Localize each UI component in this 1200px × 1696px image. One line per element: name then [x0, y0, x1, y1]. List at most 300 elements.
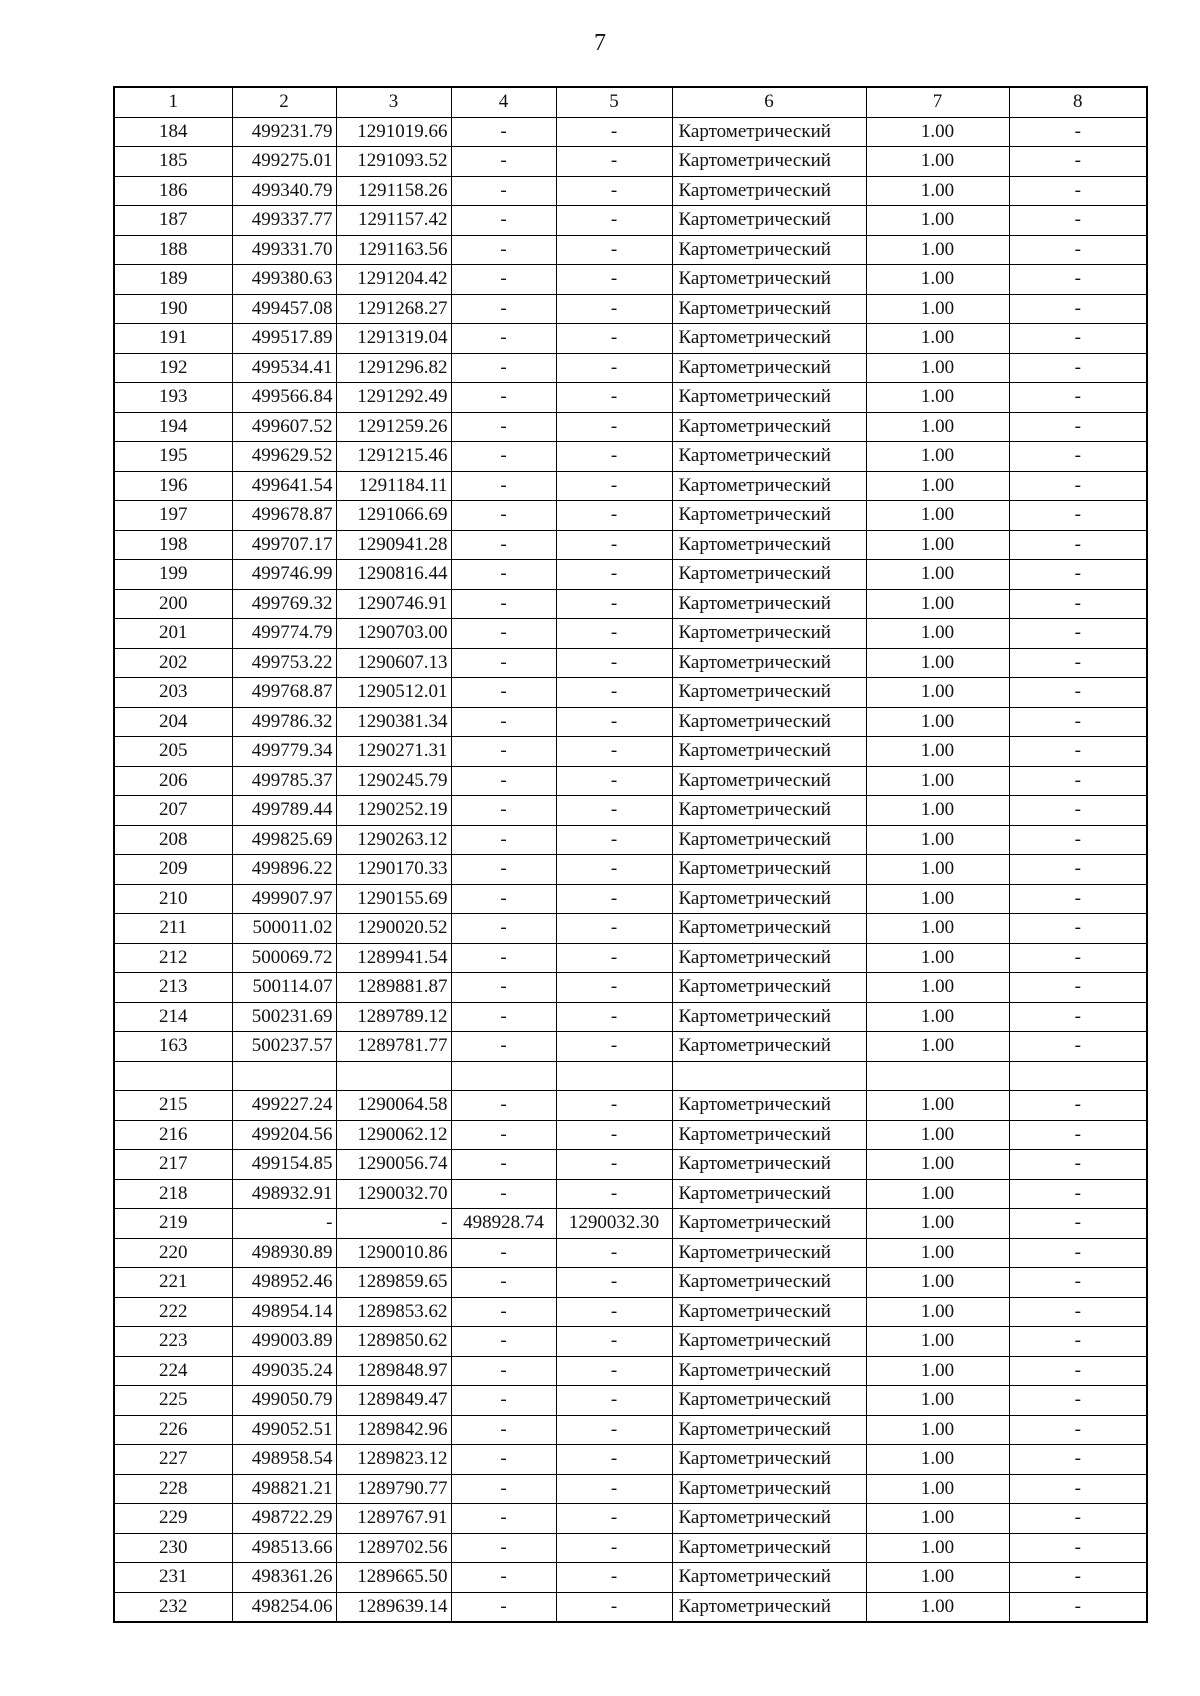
table-cell-col-8: - [1009, 1504, 1147, 1534]
table-cell-col-7: 1.00 [866, 1356, 1009, 1386]
table-cell-col-1: 217 [114, 1150, 232, 1180]
column-header-3: 3 [336, 87, 451, 117]
table-cell-col-7: 1.00 [866, 1297, 1009, 1327]
table-cell-col-7: 1.00 [866, 176, 1009, 206]
table-cell-col-3: 1291163.56 [336, 235, 451, 265]
table-cell-col-8: - [1009, 206, 1147, 236]
table-cell-col-1: 212 [114, 943, 232, 973]
table-cell-col-2: 499331.70 [232, 235, 336, 265]
table-cell-col-5: - [556, 117, 672, 147]
table-row [114, 1445, 1147, 1475]
table-cell-col-4: - [451, 766, 556, 796]
table-cell-col-4: - [451, 914, 556, 944]
table-row [114, 1327, 1147, 1357]
table-cell-col-1: 207 [114, 796, 232, 826]
table-cell-col-5: - [556, 737, 672, 767]
table-cell-col-3 [336, 1061, 451, 1091]
table-cell-col-7: 1.00 [866, 353, 1009, 383]
table-cell-col-8: - [1009, 796, 1147, 826]
table-cell-col-2: 499779.34 [232, 737, 336, 767]
table-cell-col-3: 1290155.69 [336, 884, 451, 914]
table-cell-col-4: - [451, 619, 556, 649]
table-cell-col-3: 1289639.14 [336, 1592, 451, 1622]
table-cell-col-6: Картометрический [672, 1297, 866, 1327]
table-row [114, 619, 1147, 649]
table-cell-col-7: 1.00 [866, 589, 1009, 619]
table-row [114, 825, 1147, 855]
table-cell-col-7: 1.00 [866, 501, 1009, 531]
table-cell-col-5: - [556, 1297, 672, 1327]
table-cell-col-7 [866, 1061, 1009, 1091]
table-cell-col-4: - [451, 1563, 556, 1593]
table-cell-col-1: 189 [114, 265, 232, 295]
table-cell-col-7: 1.00 [866, 1445, 1009, 1475]
table-cell-col-4: - [451, 1356, 556, 1386]
table-cell-col-7: 1.00 [866, 383, 1009, 413]
table-cell-col-6: Картометрический [672, 265, 866, 295]
table-cell-col-2: 499785.37 [232, 766, 336, 796]
table-cell-col-3: 1291204.42 [336, 265, 451, 295]
table-cell-col-8: - [1009, 884, 1147, 914]
column-header-7: 7 [866, 87, 1009, 117]
table-cell-col-8: - [1009, 1238, 1147, 1268]
table-row [114, 648, 1147, 678]
table-cell-col-7: 1.00 [866, 1327, 1009, 1357]
table-row [114, 678, 1147, 708]
table-cell-col-4: - [451, 206, 556, 236]
table-cell-col-3: 1289790.77 [336, 1474, 451, 1504]
table-cell-col-3: 1289850.62 [336, 1327, 451, 1357]
table-cell-col-2: 499746.99 [232, 560, 336, 590]
table-cell-col-2: 499517.89 [232, 324, 336, 354]
table-cell-col-8: - [1009, 412, 1147, 442]
table-cell-col-6: Картометрический [672, 796, 866, 826]
table-cell-col-8: - [1009, 648, 1147, 678]
table-cell-col-2: 500069.72 [232, 943, 336, 973]
table-cell-col-2: 498513.66 [232, 1533, 336, 1563]
column-header-1: 1 [114, 87, 232, 117]
table-cell-col-8: - [1009, 1445, 1147, 1475]
table-cell-col-4: - [451, 1592, 556, 1622]
table-row [114, 1179, 1147, 1209]
table-cell-col-4: - [451, 1150, 556, 1180]
table-cell-col-6: Картометрический [672, 442, 866, 472]
table-cell-col-7: 1.00 [866, 1150, 1009, 1180]
table-row [114, 560, 1147, 590]
table-cell-col-1: 198 [114, 530, 232, 560]
table-cell-col-3: 1289848.97 [336, 1356, 451, 1386]
column-header-8: 8 [1009, 87, 1147, 117]
table-row [114, 235, 1147, 265]
table-cell-col-1: 200 [114, 589, 232, 619]
table-row [114, 1268, 1147, 1298]
table-cell-col-8: - [1009, 176, 1147, 206]
table-cell-col-4: - [451, 1327, 556, 1357]
table-cell-col-5: - [556, 1415, 672, 1445]
table-cell-col-6: Картометрический [672, 1032, 866, 1062]
table-cell-col-2: 499050.79 [232, 1386, 336, 1416]
table-row [114, 1474, 1147, 1504]
table-cell-col-2: 499457.08 [232, 294, 336, 324]
table-cell-col-2: 500237.57 [232, 1032, 336, 1062]
table-cell-col-5: - [556, 1533, 672, 1563]
table-cell-col-5: - [556, 1386, 672, 1416]
table-cell-col-1: 184 [114, 117, 232, 147]
table-cell-col-8: - [1009, 707, 1147, 737]
table-row [114, 176, 1147, 206]
table-cell-col-5: - [556, 530, 672, 560]
table-cell-col-4: - [451, 265, 556, 295]
table-cell-col-5: - [556, 1032, 672, 1062]
table-cell-col-7: 1.00 [866, 855, 1009, 885]
table-cell-col-5: - [556, 1002, 672, 1032]
table-cell-col-6: Картометрический [672, 471, 866, 501]
table-cell-col-4: - [451, 884, 556, 914]
table-cell-col-4: - [451, 1297, 556, 1327]
table-cell-col-3: 1290816.44 [336, 560, 451, 590]
table-cell-col-8: - [1009, 353, 1147, 383]
table-cell-col-7: 1.00 [866, 1386, 1009, 1416]
table-row [114, 353, 1147, 383]
table-cell-col-5: - [556, 914, 672, 944]
table-cell-col-8: - [1009, 943, 1147, 973]
table-cell-col-1: 190 [114, 294, 232, 324]
coordinates-table [113, 86, 1148, 1623]
table-cell-col-7: 1.00 [866, 1268, 1009, 1298]
table-cell-col-5: - [556, 825, 672, 855]
table-cell-col-6: Картометрический [672, 1474, 866, 1504]
table-cell-col-3: 1290020.52 [336, 914, 451, 944]
table-cell-col-3: 1290746.91 [336, 589, 451, 619]
table-cell-col-3: 1289881.87 [336, 973, 451, 1003]
table-cell-col-2: 498952.46 [232, 1268, 336, 1298]
table-cell-col-6: Картометрический [672, 530, 866, 560]
table-cell-col-3: 1289702.56 [336, 1533, 451, 1563]
table-cell-col-5: - [556, 1327, 672, 1357]
table-cell-col-5: - [556, 1120, 672, 1150]
table-cell-col-1: 202 [114, 648, 232, 678]
table-cell-col-4: - [451, 1179, 556, 1209]
table-cell-col-2: 499753.22 [232, 648, 336, 678]
table-cell-col-2: 499154.85 [232, 1150, 336, 1180]
table-cell-col-6: Картометрический [672, 117, 866, 147]
table-cell-col-2: 498821.21 [232, 1474, 336, 1504]
table-cell-col-6: Картометрический [672, 294, 866, 324]
table-cell-col-5: - [556, 1268, 672, 1298]
table-cell-col-3: 1290512.01 [336, 678, 451, 708]
header-row [114, 87, 1147, 117]
table-cell-col-3: 1291292.49 [336, 383, 451, 413]
table-cell-col-6: Картометрический [672, 235, 866, 265]
table-cell-col-3: 1290032.70 [336, 1179, 451, 1209]
table-row [114, 1297, 1147, 1327]
table-cell-col-7: 1.00 [866, 1504, 1009, 1534]
table-cell-col-6: Картометрический [672, 353, 866, 383]
table-cell-col-3: 1290062.12 [336, 1120, 451, 1150]
table-row [114, 766, 1147, 796]
table-cell-col-7: 1.00 [866, 471, 1009, 501]
table-cell-col-8: - [1009, 1002, 1147, 1032]
table-row [114, 1356, 1147, 1386]
table-cell-col-4: - [451, 383, 556, 413]
table-row [114, 147, 1147, 177]
table-cell-col-3: 1289781.77 [336, 1032, 451, 1062]
table-cell-col-4: - [451, 412, 556, 442]
table-cell-col-4: - [451, 235, 556, 265]
table-row [114, 471, 1147, 501]
table-cell-col-5: - [556, 235, 672, 265]
table-cell-col-6: Картометрический [672, 176, 866, 206]
table-cell-col-7: 1.00 [866, 294, 1009, 324]
table-cell-col-7: 1.00 [866, 973, 1009, 1003]
table-cell-col-2: 499641.54 [232, 471, 336, 501]
column-header-5: 5 [556, 87, 672, 117]
table-cell-col-5: - [556, 324, 672, 354]
table-cell-col-1: 225 [114, 1386, 232, 1416]
table-cell-col-2: 498958.54 [232, 1445, 336, 1475]
table-cell-col-7: 1.00 [866, 648, 1009, 678]
table-cell-col-7: 1.00 [866, 943, 1009, 973]
table-cell-col-1: 194 [114, 412, 232, 442]
table-cell-col-6: Картометрический [672, 1563, 866, 1593]
table-row [114, 324, 1147, 354]
table-cell-col-4: - [451, 589, 556, 619]
table-cell-col-2: 500011.02 [232, 914, 336, 944]
table-cell-col-6: Картометрический [672, 1179, 866, 1209]
table-row [114, 1209, 1147, 1239]
table-row [114, 206, 1147, 236]
table-cell-col-8: - [1009, 619, 1147, 649]
table-cell-col-1: 192 [114, 353, 232, 383]
table-cell-col-7: 1.00 [866, 1563, 1009, 1593]
table-cell-col-8: - [1009, 383, 1147, 413]
table-cell-col-8: - [1009, 1356, 1147, 1386]
table-cell-col-7: 1.00 [866, 678, 1009, 708]
table-cell-col-8: - [1009, 1474, 1147, 1504]
table-cell-col-5: - [556, 176, 672, 206]
table-cell-col-2: 499003.89 [232, 1327, 336, 1357]
table-cell-col-5: - [556, 884, 672, 914]
table-row [114, 1002, 1147, 1032]
table-cell-col-4: - [451, 855, 556, 885]
table-cell-col-6: Картометрический [672, 1091, 866, 1121]
table-cell-col-5: - [556, 1445, 672, 1475]
table-cell-col-8: - [1009, 530, 1147, 560]
table-cell-col-5: - [556, 294, 672, 324]
table-row [114, 442, 1147, 472]
table-cell-col-4: 498928.74 [451, 1209, 556, 1239]
table-cell-col-7: 1.00 [866, 235, 1009, 265]
table-cell-col-6: Картометрический [672, 648, 866, 678]
table-row [114, 884, 1147, 914]
table-row [114, 914, 1147, 944]
table-cell-col-8: - [1009, 117, 1147, 147]
table-cell-col-6: Картометрический [672, 707, 866, 737]
table-cell-col-8: - [1009, 589, 1147, 619]
table-cell-col-2: 499707.17 [232, 530, 336, 560]
table-cell-col-3: 1289789.12 [336, 1002, 451, 1032]
table-cell-col-8: - [1009, 1327, 1147, 1357]
table-cell-col-6: Картометрический [672, 619, 866, 649]
table-cell-col-2: 498954.14 [232, 1297, 336, 1327]
table-cell-col-2: 498254.06 [232, 1592, 336, 1622]
table-cell-col-2: 499825.69 [232, 825, 336, 855]
table-cell-col-8: - [1009, 235, 1147, 265]
table-cell-col-5: - [556, 619, 672, 649]
table-cell-col-8: - [1009, 1120, 1147, 1150]
table-cell-col-7: 1.00 [866, 825, 1009, 855]
table-cell-col-7: 1.00 [866, 530, 1009, 560]
table-cell-col-2: 500114.07 [232, 973, 336, 1003]
table-cell-col-1: 222 [114, 1297, 232, 1327]
table-cell-col-1: 205 [114, 737, 232, 767]
table-cell-col-2: 499607.52 [232, 412, 336, 442]
table-row [114, 855, 1147, 885]
table-cell-col-5: - [556, 1150, 672, 1180]
table-cell-col-4: - [451, 648, 556, 678]
table-cell-col-2: 499534.41 [232, 353, 336, 383]
table-cell-col-1: 201 [114, 619, 232, 649]
table-cell-col-6: Картометрический [672, 825, 866, 855]
table-cell-col-4: - [451, 737, 556, 767]
table-row [114, 973, 1147, 1003]
table-cell-col-1: 163 [114, 1032, 232, 1062]
table-cell-col-5: - [556, 796, 672, 826]
table-cell-col-1: 216 [114, 1120, 232, 1150]
table-cell-col-7: 1.00 [866, 560, 1009, 590]
table-cell-col-4: - [451, 176, 556, 206]
table-row [114, 412, 1147, 442]
table-cell-col-7: 1.00 [866, 1120, 1009, 1150]
table-row [114, 1091, 1147, 1121]
table-cell-col-6: Картометрический [672, 766, 866, 796]
table-cell-col-3: 1290607.13 [336, 648, 451, 678]
table-cell-col-7: 1.00 [866, 147, 1009, 177]
table-cell-col-3: 1289823.12 [336, 1445, 451, 1475]
table-cell-col-8: - [1009, 1563, 1147, 1593]
table-cell-col-1: 197 [114, 501, 232, 531]
table-cell-col-5: - [556, 383, 672, 413]
table-cell-col-5: - [556, 943, 672, 973]
table-cell-col-2: 499629.52 [232, 442, 336, 472]
table-cell-col-4: - [451, 796, 556, 826]
table-cell-col-1: 215 [114, 1091, 232, 1121]
table-cell-col-8: - [1009, 855, 1147, 885]
table-cell-col-6: Картометрический [672, 1415, 866, 1445]
table-cell-col-6: Картометрический [672, 884, 866, 914]
table-cell-col-7: 1.00 [866, 1091, 1009, 1121]
table-cell-col-1: 229 [114, 1504, 232, 1534]
table-cell-col-7: 1.00 [866, 796, 1009, 826]
table-cell-col-4: - [451, 943, 556, 973]
table-cell-col-1: 219 [114, 1209, 232, 1239]
table-row [114, 1504, 1147, 1534]
table-cell-col-1: 227 [114, 1445, 232, 1475]
table-cell-col-4: - [451, 324, 556, 354]
table-cell-col-1: 206 [114, 766, 232, 796]
table-cell-col-3: 1290170.33 [336, 855, 451, 885]
table-cell-col-3: 1290056.74 [336, 1150, 451, 1180]
table-cell-col-6: Картометрический [672, 1209, 866, 1239]
table-cell-col-6: Картометрический [672, 1268, 866, 1298]
table-cell-col-8: - [1009, 560, 1147, 590]
table-cell-col-5: - [556, 206, 672, 236]
table-cell-col-5: - [556, 1474, 672, 1504]
table-cell-col-1: 211 [114, 914, 232, 944]
table-cell-col-7: 1.00 [866, 1533, 1009, 1563]
table-cell-col-7: 1.00 [866, 265, 1009, 295]
table-cell-col-4: - [451, 1120, 556, 1150]
table-cell-col-7: 1.00 [866, 1415, 1009, 1445]
table-cell-col-2: 499227.24 [232, 1091, 336, 1121]
table-cell-col-7: 1.00 [866, 206, 1009, 236]
table-cell-col-6: Картометрический [672, 501, 866, 531]
table-cell-col-8: - [1009, 914, 1147, 944]
table-row [114, 737, 1147, 767]
table-cell-col-6: Картометрический [672, 1445, 866, 1475]
table-row [114, 707, 1147, 737]
table-cell-col-6: Картометрический [672, 914, 866, 944]
table-cell-col-4: - [451, 560, 556, 590]
table-cell-col-3: 1289941.54 [336, 943, 451, 973]
table-row [114, 117, 1147, 147]
table-cell-col-5: - [556, 973, 672, 1003]
table-cell-col-6: Картометрический [672, 206, 866, 236]
table-row [114, 1238, 1147, 1268]
table-cell-col-4: - [451, 471, 556, 501]
table-cell-col-7: 1.00 [866, 737, 1009, 767]
table-cell-col-1: 231 [114, 1563, 232, 1593]
table-cell-col-1: 196 [114, 471, 232, 501]
table-cell-col-7: 1.00 [866, 884, 1009, 914]
table-cell-col-7: 1.00 [866, 324, 1009, 354]
table-cell-col-4: - [451, 1238, 556, 1268]
table-cell-col-6: Картометрический [672, 412, 866, 442]
table-cell-col-8 [1009, 1061, 1147, 1091]
table-cell-col-3: 1289849.47 [336, 1386, 451, 1416]
table-cell-col-7: 1.00 [866, 117, 1009, 147]
table-cell-col-2: 499052.51 [232, 1415, 336, 1445]
table-cell-col-2: 498361.26 [232, 1563, 336, 1593]
table-cell-col-8: - [1009, 1268, 1147, 1298]
column-header-6: 6 [672, 87, 866, 117]
table-cell-col-5: - [556, 147, 672, 177]
table-cell-col-2: 498932.91 [232, 1179, 336, 1209]
column-header-2: 2 [232, 87, 336, 117]
table-cell-col-1: 220 [114, 1238, 232, 1268]
table-cell-col-8: - [1009, 501, 1147, 531]
table-cell-col-7: 1.00 [866, 766, 1009, 796]
table-cell-col-2: 499678.87 [232, 501, 336, 531]
table-cell-col-4: - [451, 1533, 556, 1563]
table-cell-col-2: 499231.79 [232, 117, 336, 147]
table-cell-col-7: 1.00 [866, 1238, 1009, 1268]
table-cell-col-3: 1291158.26 [336, 176, 451, 206]
table-cell-col-8: - [1009, 1415, 1147, 1445]
table-cell-col-4: - [451, 117, 556, 147]
table-cell-col-3: 1290703.00 [336, 619, 451, 649]
table-cell-col-2: 500231.69 [232, 1002, 336, 1032]
table-cell-col-5: - [556, 648, 672, 678]
table-cell-col-4: - [451, 442, 556, 472]
table-cell-col-4: - [451, 1091, 556, 1121]
table-cell-col-1: 209 [114, 855, 232, 885]
table-cell-col-6: Картометрический [672, 855, 866, 885]
table-cell-col-3: 1291268.27 [336, 294, 451, 324]
table-cell-col-6: Картометрический [672, 1533, 866, 1563]
table-cell-col-8: - [1009, 1179, 1147, 1209]
table-cell-col-4: - [451, 1386, 556, 1416]
